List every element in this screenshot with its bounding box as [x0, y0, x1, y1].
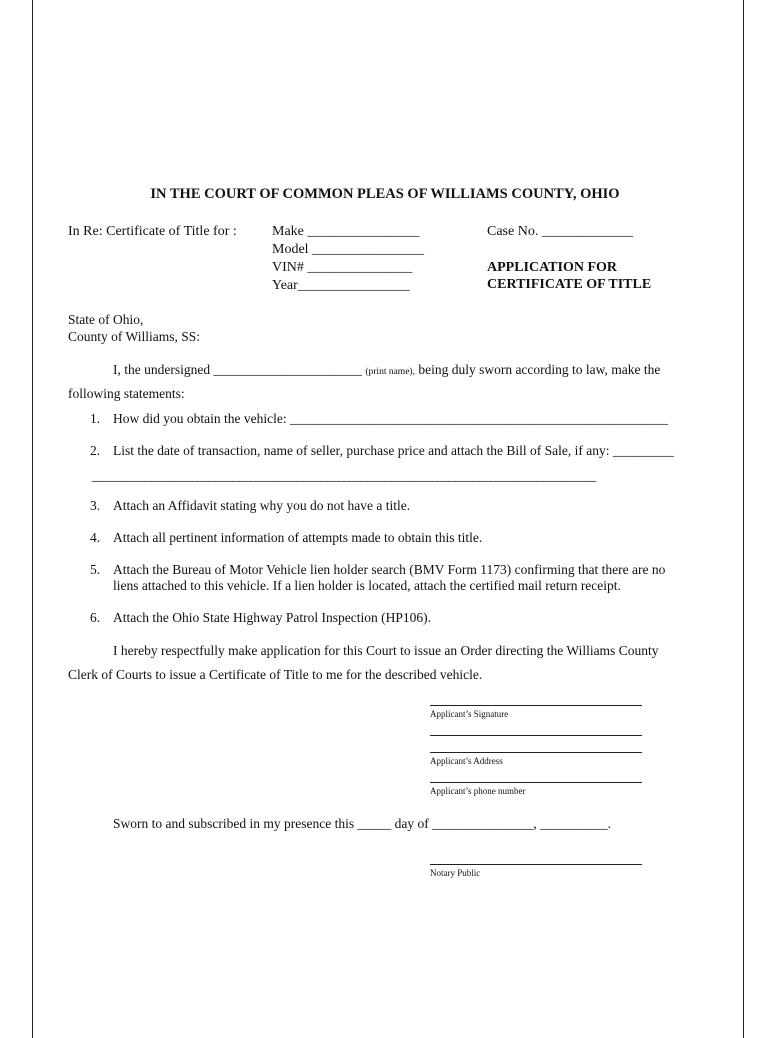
court-heading: IN THE COURT OF COMMON PLEAS OF WILLIAMS COUNTY, OHIO	[150, 186, 620, 202]
item-2-number: 2.	[90, 443, 101, 458]
address-line-2[interactable]	[430, 752, 642, 753]
in-re-label: In Re: Certificate of Title for :	[68, 224, 237, 239]
case-number-field[interactable]: Case No. _____________	[487, 224, 633, 239]
item-1-number: 1.	[90, 411, 101, 426]
item-3-text: Attach an Affidavit stating why you do not have a title.	[113, 498, 411, 513]
sworn-statement[interactable]: Sworn to and subscribed in my presence this _____ day of _______________, __________.	[113, 816, 611, 831]
oath-line	[113, 362, 660, 378]
request-line1: I hereby respectfully make application for this Court to issue an Order directing the Williams County	[113, 643, 659, 658]
oath-start[interactable]: I, the undersigned ______________________	[113, 362, 362, 377]
item-2-text[interactable]: List the date of transaction, name of seller, purchase price and attach the Bill of Sale, if any: _________	[113, 443, 674, 458]
item-1-text[interactable]: How did you obtain the vehicle: ________________________________________________________	[113, 411, 668, 426]
document-title-line2: CERTIFICATE OF TITLE	[487, 277, 652, 292]
oath-line2: following statements:	[68, 386, 185, 401]
item-3-number: 3.	[90, 498, 101, 513]
applicant-signature-label: Applicant’s Signature	[430, 709, 509, 719]
document-title-line1: APPLICATION FOR	[487, 260, 618, 275]
notary-public-label: Notary Public	[430, 868, 481, 878]
year-field[interactable]: Year________________	[272, 278, 410, 293]
applicant-phone-label: Applicant’s phone number	[430, 786, 526, 796]
model-field[interactable]: Model ________________	[272, 242, 425, 257]
item-6-text: Attach the Ohio State Highway Patrol Inspection (HP106).	[113, 610, 431, 625]
request-line2: Clerk of Courts to issue a Certificate of Title to me for the described vehicle.	[68, 667, 483, 682]
print-name-note: (print name),	[365, 367, 415, 377]
venue-county: County of Williams, SS:	[68, 329, 200, 344]
item-2-continuation-line[interactable]: ______________________________________________________________________________________	[92, 468, 596, 483]
item-4-number: 4.	[90, 530, 101, 545]
phone-line[interactable]	[430, 782, 642, 783]
item-5-number: 5.	[90, 562, 101, 577]
item-5-text-continued: liens attached to this vehicle. If a lien holder is located, attach the certified mail return receipt.	[113, 578, 621, 593]
oath-end: being duly sworn according to law, make the	[418, 362, 661, 377]
make-field[interactable]: Make ________________	[272, 224, 420, 239]
page-border	[32, 0, 744, 1038]
item-5-text: Attach the Bureau of Motor Vehicle lien holder search (BMV Form 1173) confirming that there are no	[113, 562, 666, 577]
applicant-address-label: Applicant’s Address	[430, 756, 503, 766]
signature-line[interactable]	[430, 705, 642, 706]
notary-signature-line[interactable]	[430, 864, 642, 865]
item-6-number: 6.	[90, 610, 101, 625]
vin-field[interactable]: VIN# _______________	[272, 260, 413, 275]
venue-state: State of Ohio,	[68, 312, 144, 327]
item-4-text: Attach all pertinent information of attempts made to obtain this title.	[113, 530, 483, 545]
address-line-1[interactable]	[430, 735, 642, 736]
